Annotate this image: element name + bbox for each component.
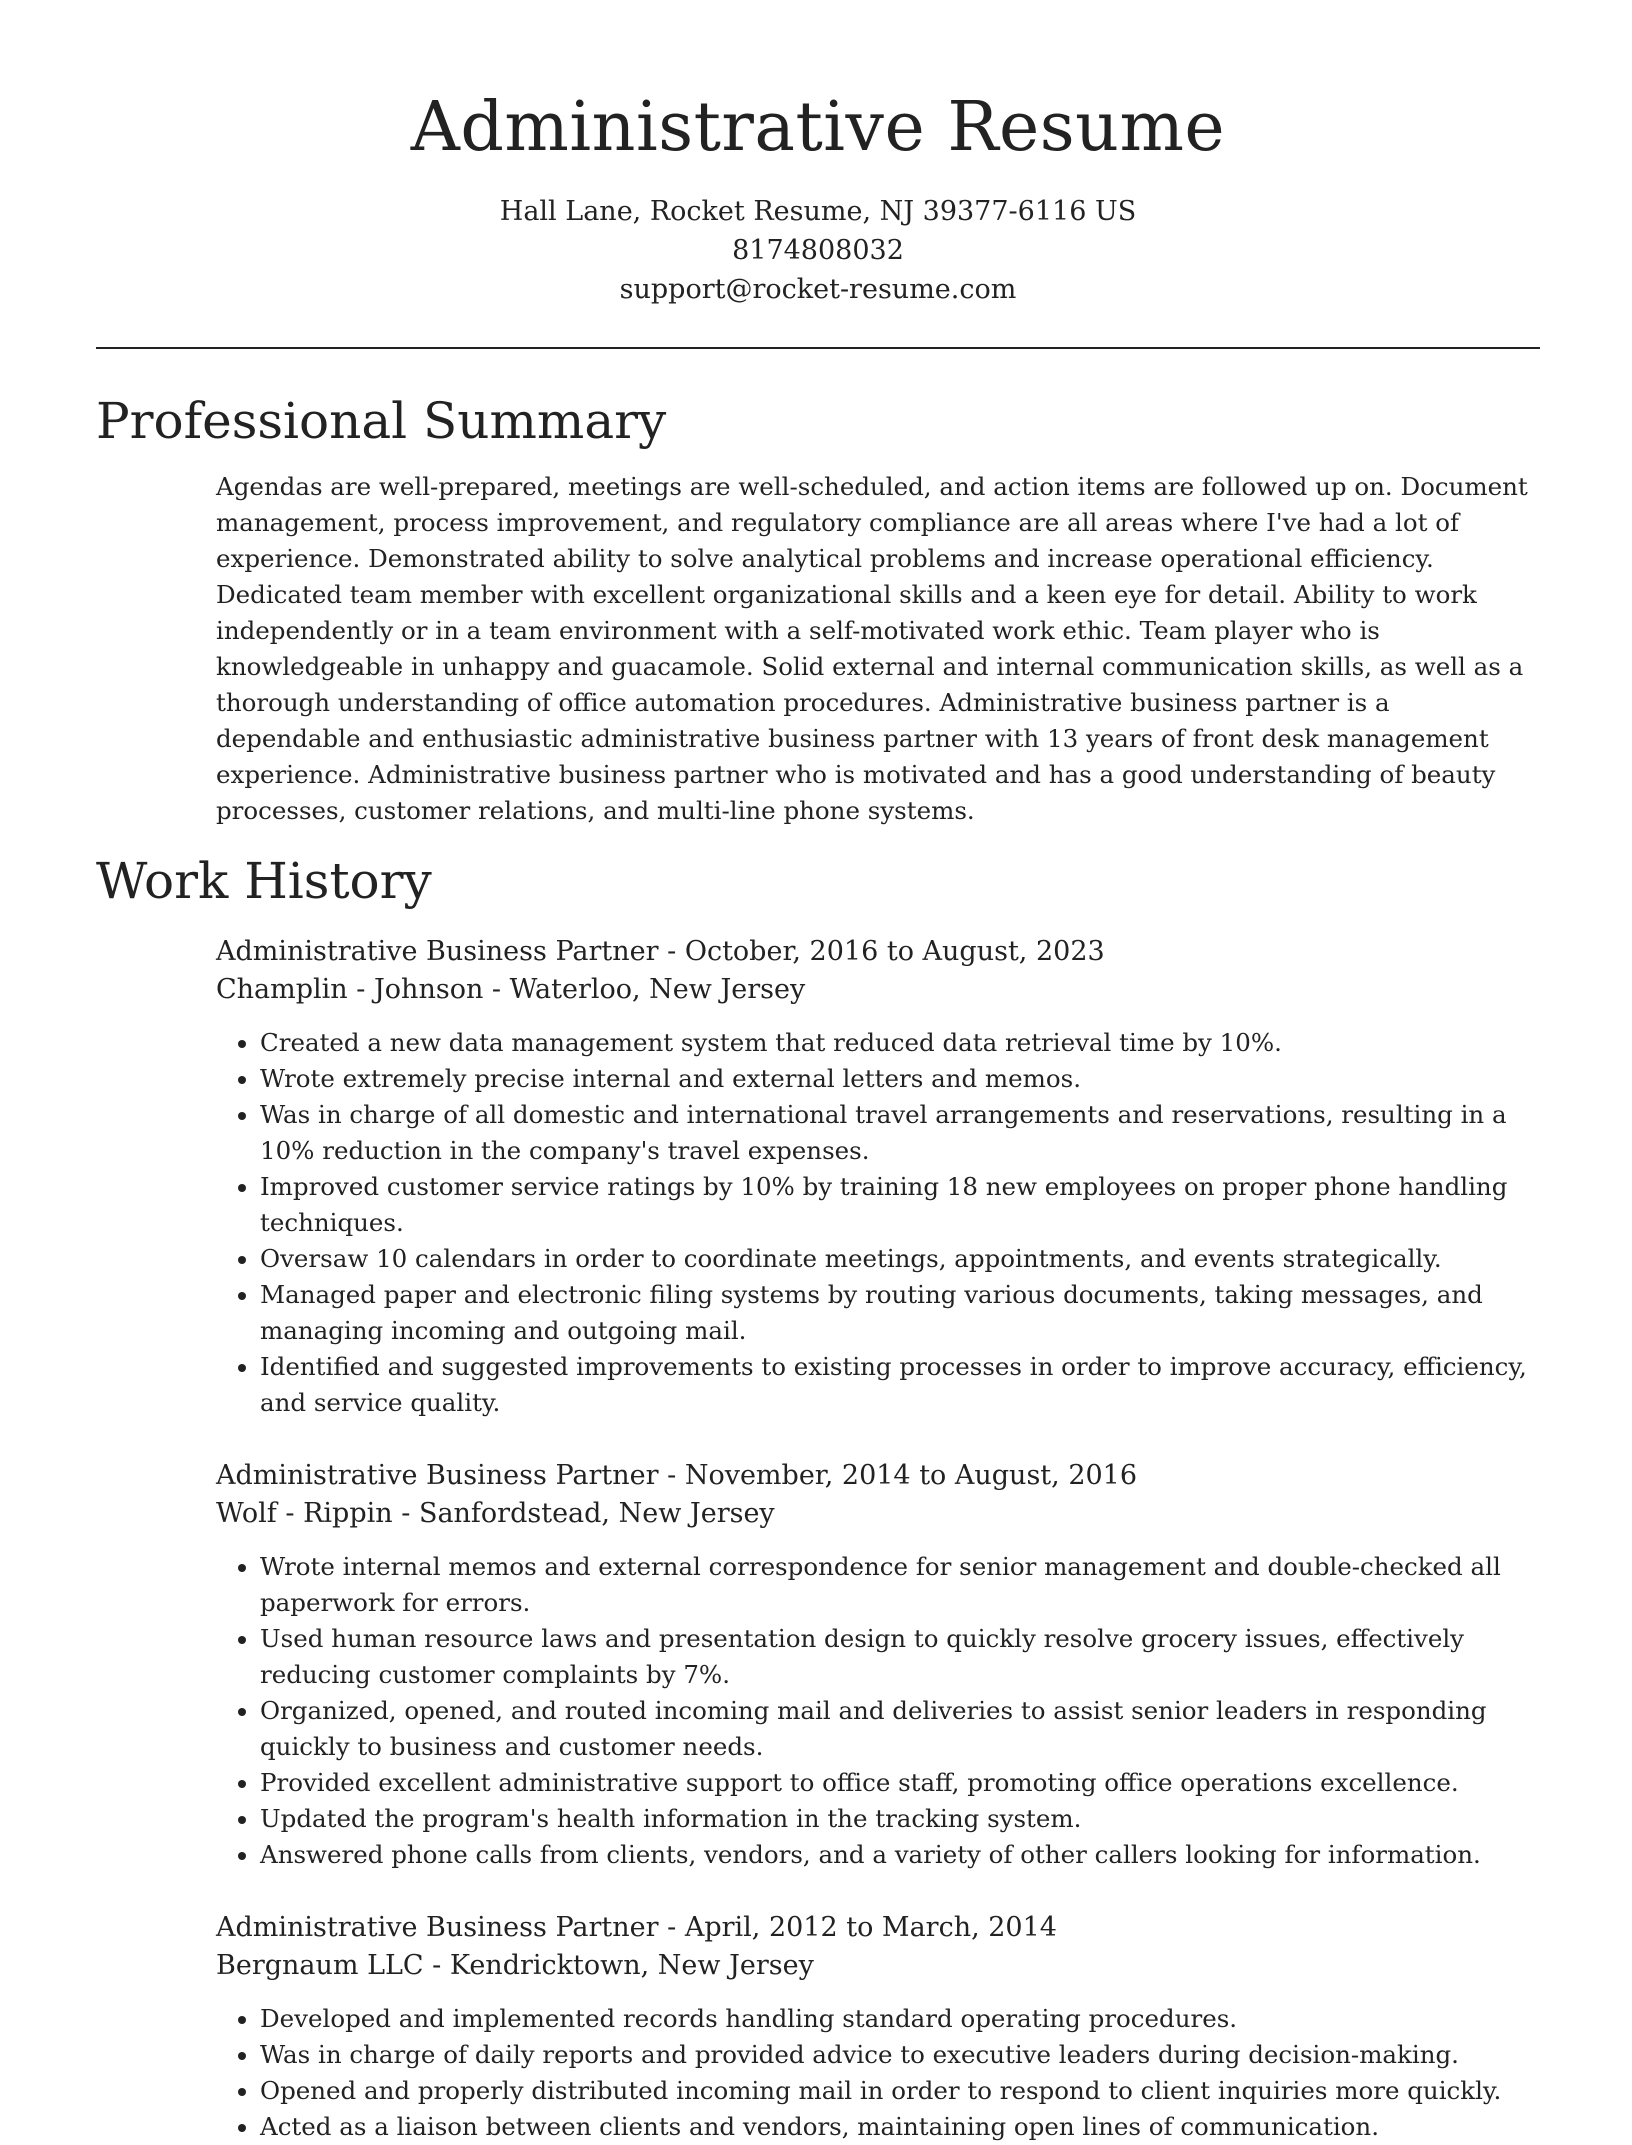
summary-text: Agendas are well-prepared, meetings are well-scheduled, and action items are followed up on. Document management, process improvement, and regulatory compliance are all areas where I've had a lot of experience. Demonstrated ability to solve analytical problems and increase operational efficiency. Dedicated team member with excellent organizational skills and a keen eye for detail. Ability to work independently or in a team environment with a self-motivated work ethic. Team player who is knowledgeable in unhappy and guacamole. Solid external and internal communication skills, as well as a thorough understanding of office automation procedures. Administrative business partner is a dependable and enthusiastic administrative business partner with 13 years of front desk management experience. Administrative business partner who is motivated and has a good understanding of beauty processes, customer relations, and multi-line phone systems.	[216, 472, 1528, 825]
job-bullet: • Organized, opened, and routed incoming mail and deliveries to assist senior leaders in responding quickly to business and customer needs.	[260, 1693, 1540, 1765]
contact-address: Hall Lane, Rocket Resume, NJ 39377-6116 US	[499, 196, 1137, 227]
resume-title: Administrative Resume	[410, 88, 1226, 167]
job-location: - Waterloo, New Jersey	[483, 974, 806, 1005]
job-company-line	[216, 971, 1540, 1009]
job-bullet: • Was in charge of daily reports and provided advice to executive leaders during decision-making.	[260, 2037, 1540, 2073]
job-company: Wolf - Rippin	[216, 1498, 393, 1529]
job-company-line	[216, 1495, 1540, 1533]
job-location: - Sanfordstead, New Jersey	[392, 1498, 775, 1529]
job-dates: - April, 2012 to March, 2014	[658, 1912, 1057, 1943]
job-location: - Kendricktown, New Jersey	[423, 1950, 814, 1981]
job-bullet: • Improved customer service ratings by 10% by training 18 new employees on proper phone handling techniques.	[260, 1169, 1540, 1241]
contact-email: support@rocket-resume.com	[619, 274, 1017, 305]
job-bullets	[216, 1025, 1540, 1421]
job-company-line	[216, 1947, 1540, 1985]
job-dates: - November, 2014 to August, 2016	[658, 1460, 1138, 1491]
job-bullet: • Wrote internal memos and external correspondence for senior management and double-checked all paperwork for errors.	[260, 1549, 1540, 1621]
summary-heading: Professional Summary	[96, 392, 667, 450]
job-bullet: • Wrote extremely precise internal and external letters and memos.	[260, 1061, 1540, 1097]
job-entry	[216, 1457, 1540, 1873]
job-bullet: • Was in charge of all domestic and international travel arrangements and reservations, resulting in a 10% reduction in the company's travel expenses.	[260, 1097, 1540, 1169]
job-bullet: • Used human resource laws and presentation design to quickly resolve grocery issues, effectively reducing customer complaints by 7%.	[260, 1621, 1540, 1693]
job-bullet: • Created a new data management system that reduced data retrieval time by 10%.	[260, 1025, 1540, 1061]
job-bullet: • Updated the program's health information in the tracking system.	[260, 1801, 1540, 1837]
job-title: Administrative Business Partner	[216, 1912, 659, 1943]
job-entry	[216, 933, 1540, 1421]
job-bullet: • Acted as a liaison between clients and vendors, maintaining open lines of communication.	[260, 2109, 1540, 2145]
job-entry	[216, 1909, 1540, 2145]
job-bullet: • Provided excellent administrative support to office staff, promoting office operations excellence.	[260, 1765, 1540, 1801]
job-bullet: • Answered phone calls from clients, vendors, and a variety of other callers looking for information.	[260, 1837, 1540, 1873]
job-bullets	[216, 1549, 1540, 1873]
job-bullet: • Opened and properly distributed incoming mail in order to respond to client inquiries more quickly.	[260, 2073, 1540, 2109]
job-company: Bergnaum LLC	[216, 1950, 424, 1981]
job-bullet: • Developed and implemented records handling standard operating procedures.	[260, 2001, 1540, 2037]
job-title-line	[216, 1909, 1540, 1947]
job-company: Champlin - Johnson	[216, 974, 484, 1005]
job-dates: - October, 2016 to August, 2023	[658, 936, 1105, 967]
job-title-line	[216, 1457, 1540, 1495]
job-bullets	[216, 2001, 1540, 2145]
contact-phone: 8174808032	[732, 235, 904, 266]
job-bullet: • Managed paper and electronic filing systems by routing various documents, taking messages, and managing incoming and outgoing mail.	[260, 1277, 1540, 1349]
resume-page	[96, 0, 1540, 2145]
work-history-heading: Work History	[96, 852, 432, 910]
job-title: Administrative Business Partner	[216, 1460, 659, 1491]
job-bullet: • Identified and suggested improvements to existing processes in order to improve accuracy, efficiency, and service quality.	[260, 1349, 1540, 1421]
job-bullet: • Oversaw 10 calendars in order to coordinate meetings, appointments, and events strategically.	[260, 1241, 1540, 1277]
job-title: Administrative Business Partner	[216, 936, 659, 967]
contact-block	[96, 192, 1540, 309]
job-title-line	[216, 933, 1540, 971]
header-divider	[96, 347, 1540, 349]
